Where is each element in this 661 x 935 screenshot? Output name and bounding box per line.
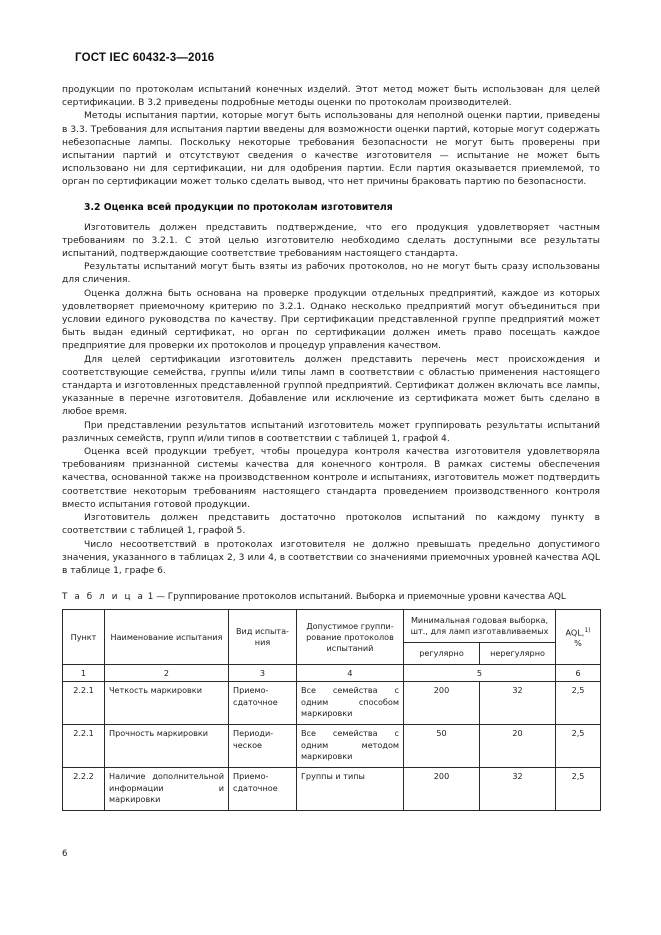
cell-test-name: Прочность маркировки — [105, 725, 229, 768]
header-aql-unit: % — [574, 638, 582, 649]
table-caption-number: 1 — [147, 592, 154, 603]
page-number: 6 — [62, 849, 68, 859]
colnum-3: 3 — [229, 665, 297, 682]
paragraph-test-results-source: Результаты испытаний могут быть взяты из рабочих протоколов, но не могут быть сразу использованы для сличения. — [62, 262, 600, 286]
cell-grouping: Группы и типы — [297, 768, 404, 811]
cell-aql: 2,5 — [556, 768, 601, 811]
paragraph-nonconformities-limit: Число несоответствий в протоколах изготовителя не должно превышать предельно допустимого значения, указанного в таблицах 2, 3 или 4, в соответствии со значениями приемочных уровней качества AQL в таблице 1, графе 6. — [62, 539, 600, 576]
paragraph-sufficient-reports: Изготовитель должен представить достаточно протоколов испытаний по каждому пункту в соответствии с таблицей 1, графой 5. — [62, 513, 600, 537]
header-allowed-grouping: Допустимое группи-рование протоколов испытаний — [297, 610, 404, 665]
paragraph-batch-methods: Методы испытания партии, которые могут быть использованы для неполной оценки партии, приведены в 3.3. Требования для испытания партии введены для возможности оценки партий, которые могут содержать небезопасные лампы. Поскольку некоторые требования безопасности не могут быть проверены при испытании партий и отсутствуют сведения о качестве изготовителя — испытание не может быть использовано ни для сертификации, ни для одобрения партии. Если партия оказывается приемлемой, то орган по сертификации может только сделать вывод, что нет причины браковать партию по безопасности. — [62, 111, 600, 188]
table-caption — [62, 591, 600, 603]
table-header — [63, 610, 601, 682]
colnum-4: 4 — [297, 665, 404, 682]
cell-regular: 200 — [404, 768, 480, 811]
cell-test-kind: Периоди-ческое — [229, 725, 297, 768]
table-body — [63, 682, 601, 811]
paragraph-manufacturer-evidence: Изготовитель должен представить подтверждение, что его продукция удовлетворяет частным требованиям по 3.2.1. С этой целью изготовителю необходимо сделать доступными все результаты испытаний, подтверждающие соответствие требованиям настоящего стандарта. — [62, 222, 600, 260]
paragraph-intro-continued: продукции по протоколам испытаний конечных изделий. Этот метод может быть использован для целей сертификации. В 3.2 приведены подробные методы оценки по протоколам производителей. — [62, 85, 600, 109]
table-row — [63, 725, 601, 768]
paragraph-quality-system: Оценка всей продукции требует, чтобы процедура контроля качества изготовителя удовлетворяла требованиям признанной системы качества для конечного контроля. В рамках системы обеспечения качества, основанной также на производственном контроле и испытаниях, изготовитель может подтвердить соответствие некоторым требованиям настоящего стандарта проведением производственного контроля вместо испытания готовой продукции. — [62, 447, 600, 510]
cell-irregular: 32 — [480, 682, 556, 725]
header-test-name: Наименование испытания — [105, 610, 229, 665]
cell-item: 2.2.1 — [63, 682, 105, 725]
header-irregular: нерегулярно — [480, 643, 556, 665]
table-row — [63, 682, 601, 725]
cell-item: 2.2.2 — [63, 768, 105, 811]
cell-irregular: 32 — [480, 768, 556, 811]
table-column-number-row — [63, 665, 601, 682]
table-caption-label: Т а б л и ц а — [62, 592, 145, 603]
cell-irregular: 20 — [480, 725, 556, 768]
cell-test-kind: Приемо-сдаточное — [229, 682, 297, 725]
colnum-1: 1 — [63, 665, 105, 682]
paragraph-assessment-basis: Оценка должна быть основана на проверке продукции отдельных предприятий, каждое из которых удовлетворяет приемочному критерию по 3.2.1. Однако несколько предприятий могут объединиться при условии единого руководства по качеству. При сертификации представленной группе предприятий может быть выдан единый сертификат, но орган по сертификации должен иметь право посещать каждое предприятие для проверки их протоколов и процедур управления качеством. — [62, 288, 600, 352]
header-test-kind: Вид испыта-ния — [229, 610, 297, 665]
table-row — [63, 768, 601, 811]
section-heading-3-2: 3.2 Оценка всей продукции по протоколам изготовителя — [84, 201, 393, 213]
table-header-row-main — [63, 610, 601, 643]
header-aql-label: AQL, — [565, 627, 585, 638]
cell-grouping: Все семейства с одним способом маркировки — [297, 682, 404, 725]
cell-regular: 200 — [404, 682, 480, 725]
colnum-5: 5 — [404, 665, 556, 682]
cell-aql: 2,5 — [556, 725, 601, 768]
table-1-test-report-grouping — [62, 609, 601, 811]
header-regular: регулярно — [404, 643, 480, 665]
page-content — [62, 84, 600, 811]
cell-test-kind: Приемо-сдаточное — [229, 768, 297, 811]
cell-test-name: Четкость маркировки — [105, 682, 229, 725]
paragraph-certification-list: Для целей сертификации изготовитель должен представить перечень мест происхождения и соответствующие семейства, группы и/или типы ламп в соответствии с областью применения настоящего стандарта и изготовленных представленной группой предприятий. Сертификат должен включать все лампы, указанные в перечне изготовителя. Добавление или исключение из сертификата может быть сделано в любое время. — [62, 354, 600, 418]
header-item: Пункт — [63, 610, 105, 665]
page-header-title: ГОСТ IEC 60432-3—2016 — [75, 52, 215, 64]
cell-regular: 50 — [404, 725, 480, 768]
cell-test-name: Наличие дополнительной информации и маркировки — [105, 768, 229, 811]
header-aql-footnote-marker: 1) — [584, 626, 591, 634]
colnum-2: 2 — [105, 665, 229, 682]
cell-item: 2.2.1 — [63, 725, 105, 768]
header-aql — [556, 610, 601, 665]
colnum-6: 6 — [556, 665, 601, 682]
table-caption-text: — Группирование протоколов испытаний. Выборка и приемочные уровни качества AQL — [156, 592, 566, 603]
header-min-annual-sample: Минимальная годовая выборка, шт., для ламп изготавливаемых — [404, 610, 556, 643]
paragraph-grouping-results: При представлении результатов испытаний изготовитель может группировать результаты испытаний различных семейств, групп и/или типов в соответствии с таблицей 1, графой 4. — [62, 420, 600, 444]
cell-aql: 2,5 — [556, 682, 601, 725]
cell-grouping: Все семейства с одним методом маркировки — [297, 725, 404, 768]
